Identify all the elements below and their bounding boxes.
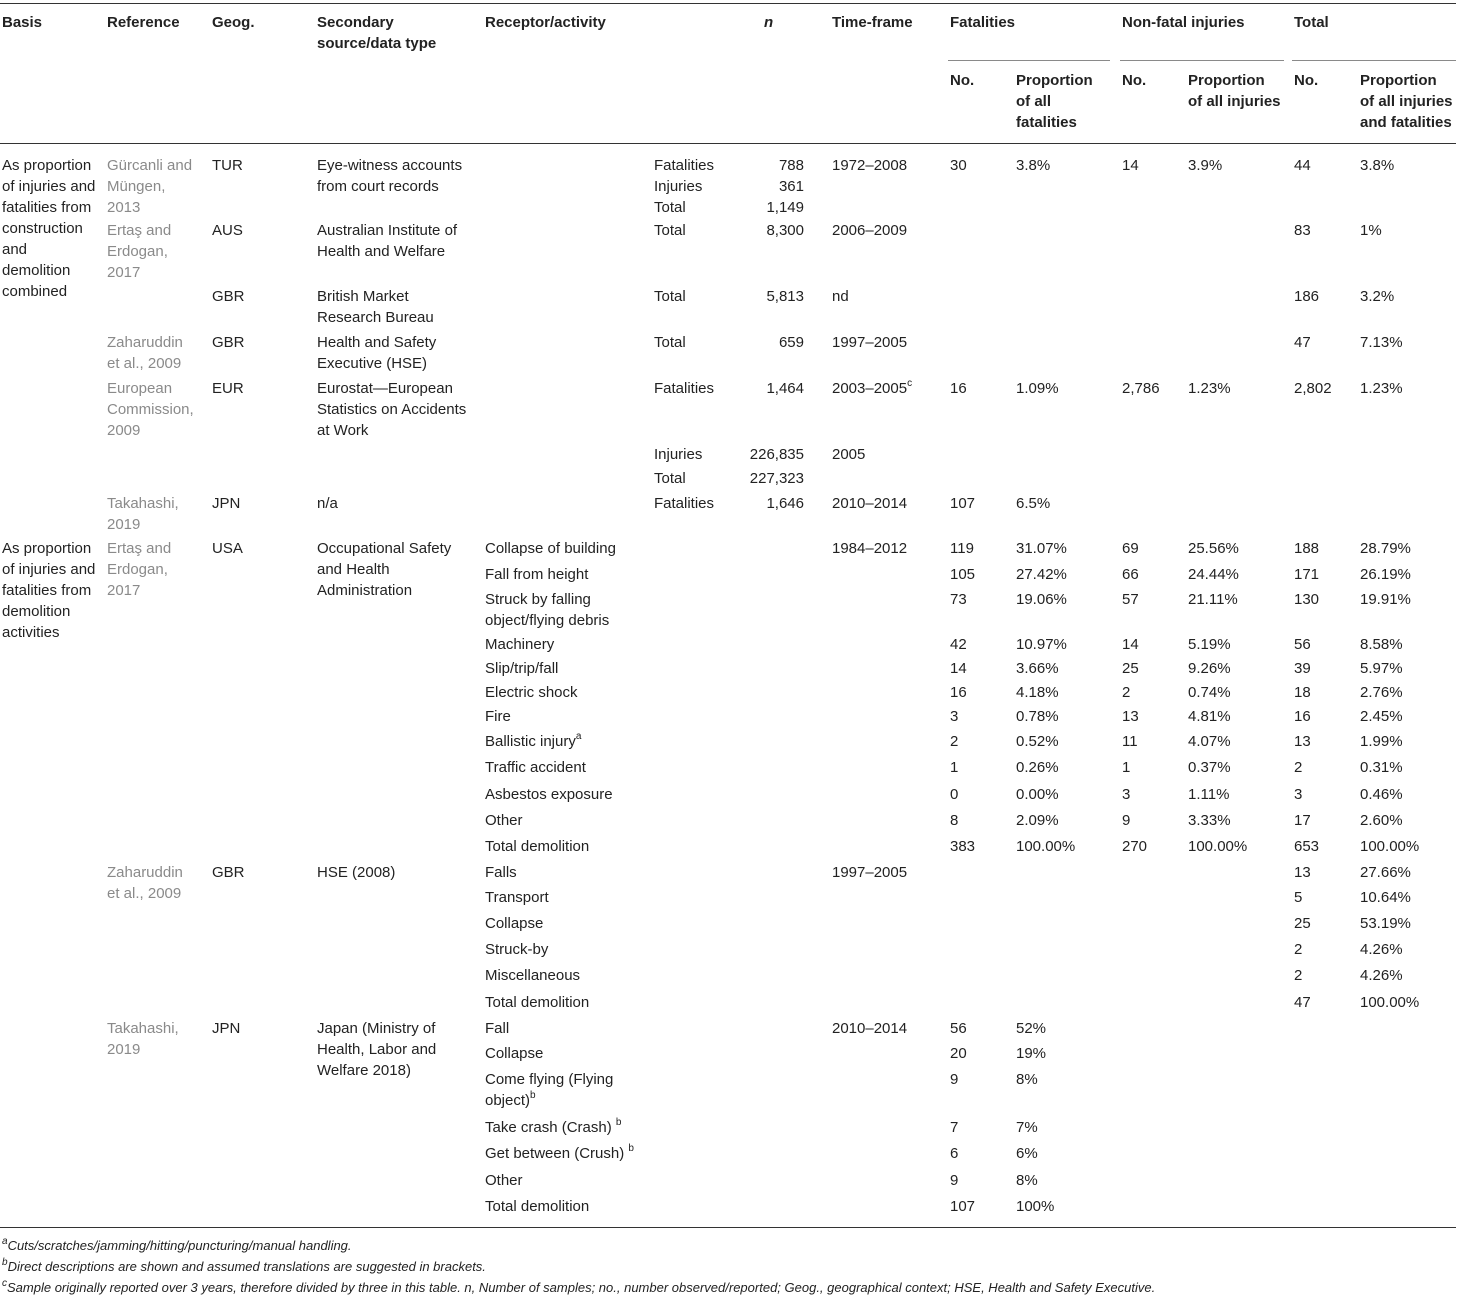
activity-cell: Falls <box>485 864 517 881</box>
reference-cell: Erdogan, <box>107 243 168 260</box>
time-frame-cell: 2010–2014 <box>832 495 908 512</box>
geog-cell: EUR <box>212 380 244 397</box>
fatalities-no-cell: 16 <box>950 380 967 397</box>
total-proportion-cell: 3.2% <box>1360 288 1395 305</box>
total-no-cell: 3 <box>1294 786 1303 803</box>
geog-cell: JPN <box>212 1020 241 1037</box>
header-injuries-proportion: Proportion <box>1188 72 1265 89</box>
section-construction-label: fatalities from <box>2 199 92 216</box>
activity-cell: Traffic accident <box>485 759 586 776</box>
n-value-cell: 788 <box>778 157 804 174</box>
activity-cell: Asbestos exposure <box>485 786 613 803</box>
reference-cell: Commission, <box>107 401 194 418</box>
activity-cell: Total demolition <box>485 1198 590 1215</box>
n-category-cell: Fatalities <box>654 380 715 397</box>
source-cell: Statistics on Accidents <box>317 401 467 418</box>
fatalities-no-cell: 30 <box>950 157 967 174</box>
injuries-no-cell: 3 <box>1122 786 1131 803</box>
reference-cell: 2019 <box>107 516 141 533</box>
section-demolition-label: As proportion <box>2 540 92 557</box>
injuries-no-cell: 2,786 <box>1122 380 1160 397</box>
activity-cell: Slip/trip/fall <box>485 660 559 677</box>
activity-cell: Get between (Crush) $^b$ <box>485 1143 634 1162</box>
fatalities-no-cell: 105 <box>950 566 976 583</box>
source-cell: at Work <box>317 422 369 439</box>
geog-cell: JPN <box>212 495 241 512</box>
injuries-proportion-cell: 3.33% <box>1188 812 1231 829</box>
footnote-c: $^c$Sample originally reported over 3 years, therefore divided by three in this table. n, Number of samples; no., number observed/reported; Geog., geographical context; HSE, Health and Safety Executive. <box>2 1277 1156 1295</box>
reference-cell: European <box>107 380 173 397</box>
fatalities-no-cell: 9 <box>950 1071 959 1088</box>
footnote-b: $^b$Direct descriptions are shown and assumed translations are suggested in brackets. <box>2 1256 486 1274</box>
injuries-proportion-cell: 24.44% <box>1188 566 1239 583</box>
header-reference: Reference <box>107 14 180 31</box>
total-no-cell: 5 <box>1294 889 1303 906</box>
time-frame-cell: nd <box>832 288 849 305</box>
time-frame-cell: 1997–2005 <box>832 334 908 351</box>
injuries-no-cell: 9 <box>1122 812 1131 829</box>
fatalities-no-cell: 119 <box>950 540 974 557</box>
injuries-proportion-cell: 0.37% <box>1188 759 1231 776</box>
total-proportion-cell: 8.58% <box>1360 636 1403 653</box>
fatalities-no-cell: 1 <box>950 759 959 776</box>
header-fatalities-proportion: of all <box>1016 93 1052 110</box>
injuries-no-cell: 13 <box>1122 708 1139 725</box>
fatalities-proportion-cell: 100.00% <box>1016 838 1076 855</box>
source-cell: Research Bureau <box>317 309 434 326</box>
reference-cell: 2017 <box>107 264 141 281</box>
reference-cell: Takahashi, <box>107 495 179 512</box>
total-proportion-cell: 4.26% <box>1360 967 1403 984</box>
fatalities-no-cell: 20 <box>950 1045 967 1062</box>
total-proportion-cell: 3.8% <box>1360 157 1395 174</box>
total-no-cell: 16 <box>1294 708 1311 725</box>
injuries-proportion-cell: 21.11% <box>1188 591 1238 608</box>
n-category-cell: Fatalities <box>654 495 715 512</box>
time-frame-cell: 1997–2005 <box>832 864 908 881</box>
total-proportion-cell: 1.23% <box>1360 380 1403 397</box>
total-no-cell: 18 <box>1294 684 1311 701</box>
geog-cell: GBR <box>212 864 245 881</box>
n-value-cell: 659 <box>778 334 804 351</box>
reference-cell: Müngen, <box>107 178 166 195</box>
fatalities-no-cell: 2 <box>950 733 959 750</box>
n-value-cell: 226,835 <box>749 446 804 463</box>
fatalities-proportion-cell: 0.26% <box>1016 759 1059 776</box>
activity-cell: Fire <box>485 708 511 725</box>
total-proportion-cell: 2.60% <box>1360 812 1403 829</box>
activity-cell: Fall <box>485 1020 510 1037</box>
header-total-proportion: and fatalities <box>1360 114 1452 131</box>
fatalities-proportion-cell: 6% <box>1016 1145 1038 1162</box>
n-category-cell: Total <box>654 334 686 351</box>
activity-cell: Miscellaneous <box>485 967 581 984</box>
total-proportion-cell: 7.13% <box>1360 334 1403 351</box>
header-injuries-proportion: of all injuries <box>1188 93 1281 110</box>
fatalities-no-cell: 42 <box>950 636 967 653</box>
header-total-no: No. <box>1294 72 1319 89</box>
injuries-proportion-cell: 9.26% <box>1188 660 1231 677</box>
reference-cell: Gürcanli and <box>107 157 193 174</box>
fatalities-no-cell: 73 <box>950 591 967 608</box>
injuries-no-cell: 57 <box>1122 591 1139 608</box>
activity-cell: Fall from height <box>485 566 589 583</box>
fatalities-proportion-cell: 10.97% <box>1016 636 1067 653</box>
section-construction-label: As proportion <box>2 157 92 174</box>
source-cell: from court records <box>317 178 439 195</box>
source-cell: and Health <box>317 561 390 578</box>
header-fatalities-proportion: fatalities <box>1016 114 1077 131</box>
total-no-cell: 47 <box>1294 334 1311 351</box>
total-no-cell: 83 <box>1294 222 1311 239</box>
total-proportion-cell: 2.45% <box>1360 708 1403 725</box>
reference-cell: Zaharuddin <box>107 864 183 881</box>
activity-cell: Ballistic injury$^a$ <box>485 731 582 750</box>
n-value-cell: 361 <box>778 178 804 195</box>
activity-cell: Machinery <box>485 636 555 653</box>
activity-cell: Other <box>485 812 523 829</box>
total-proportion-cell: 100.00% <box>1360 994 1420 1011</box>
n-category-cell: Fatalities <box>654 157 715 174</box>
source-cell: n/a <box>317 495 338 512</box>
source-cell: Health, Labor and <box>317 1041 437 1058</box>
total-no-cell: 2 <box>1294 967 1303 984</box>
fatalities-proportion-cell: 100% <box>1016 1198 1055 1215</box>
total-proportion-cell: 53.19% <box>1360 915 1411 932</box>
source-cell: Health and Welfare <box>317 243 446 260</box>
total-proportion-cell: 5.97% <box>1360 660 1403 677</box>
fatalities-proportion-cell: 7% <box>1016 1119 1038 1136</box>
activity-cell: object)$^b$ <box>485 1090 536 1109</box>
activity-cell: Take crash (Crash) $^b$ <box>485 1117 622 1136</box>
activity-cell: Collapse of building <box>485 540 616 557</box>
header-rule <box>0 143 1456 144</box>
activity-cell: Struck-by <box>485 941 549 958</box>
n-value-cell: 1,646 <box>766 495 804 512</box>
section-construction-label: demolition <box>2 262 71 279</box>
total-proportion-cell: 100.00% <box>1360 838 1420 855</box>
header-time-frame: Time-frame <box>832 14 913 31</box>
activity-cell: Collapse <box>485 915 544 932</box>
section-construction-label: and <box>2 241 28 258</box>
fatalities-no-cell: 383 <box>950 838 976 855</box>
n-value-cell: 227,323 <box>749 470 804 487</box>
injuries-proportion-cell: 4.81% <box>1188 708 1231 725</box>
reference-cell: Ertaş and <box>107 222 172 239</box>
fatalities-no-cell: 14 <box>950 660 967 677</box>
injuries-no-cell: 11 <box>1122 733 1138 750</box>
fatalities-proportion-cell: 8% <box>1016 1172 1038 1189</box>
footnote-a: $^a$Cuts/scratches/jamming/hitting/puncturing/manual handling. <box>2 1235 352 1253</box>
activity-cell: Other <box>485 1172 523 1189</box>
total-no-cell: 2 <box>1294 759 1303 776</box>
n-category-cell: Injuries <box>654 446 703 463</box>
fatalities-proportion-cell: 0.00% <box>1016 786 1059 803</box>
total-proportion-cell: 1% <box>1360 222 1382 239</box>
fatalities-no-cell: 7 <box>950 1119 959 1136</box>
total-no-cell: 13 <box>1294 733 1311 750</box>
geog-cell: USA <box>212 540 243 557</box>
fatalities-no-cell: 8 <box>950 812 959 829</box>
fatalities-proportion-cell: 3.8% <box>1016 157 1051 174</box>
fatalities-rule <box>948 60 1110 61</box>
fatalities-proportion-cell: 0.52% <box>1016 733 1059 750</box>
total-no-cell: 2,802 <box>1294 380 1332 397</box>
nonfatal-rule <box>1120 60 1284 61</box>
fatalities-no-cell: 107 <box>950 495 976 512</box>
reference-cell: et al., 2009 <box>107 355 182 372</box>
time-frame-cell: 2003–2005$^c$ <box>832 378 913 397</box>
header-receptor-activity: Receptor/activity <box>485 14 606 31</box>
n-category-cell: Total <box>654 470 686 487</box>
fatalities-proportion-cell: 52% <box>1016 1020 1047 1037</box>
activity-cell: Electric shock <box>485 684 578 701</box>
activity-cell: Total demolition <box>485 838 590 855</box>
fatalities-proportion-cell: 0.78% <box>1016 708 1059 725</box>
fatalities-proportion-cell: 3.66% <box>1016 660 1059 677</box>
header-non-fatal-injuries: Non-fatal injuries <box>1122 14 1245 31</box>
header-fatalities-proportion: Proportion <box>1016 72 1093 89</box>
total-no-cell: 186 <box>1294 288 1320 305</box>
injuries-proportion-cell: 25.56% <box>1188 540 1239 557</box>
source-cell: British Market <box>317 288 409 305</box>
source-cell: Eurostat—European <box>317 380 453 397</box>
total-no-cell: 25 <box>1294 915 1311 932</box>
total-no-cell: 13 <box>1294 864 1311 881</box>
source-cell: Health and Safety <box>317 334 437 351</box>
fatalities-no-cell: 3 <box>950 708 959 725</box>
time-frame-cell: 2010–2014 <box>832 1020 908 1037</box>
activity-cell: Transport <box>485 889 549 906</box>
fatalities-no-cell: 6 <box>950 1145 959 1162</box>
source-cell: Australian Institute of <box>317 222 458 239</box>
total-no-cell: 130 <box>1294 591 1320 608</box>
total-no-cell: 188 <box>1294 540 1320 557</box>
geog-cell: TUR <box>212 157 243 174</box>
fatalities-no-cell: 9 <box>950 1172 959 1189</box>
injuries-proportion-cell: 1.11% <box>1188 786 1230 803</box>
header-secondary-source: Secondary <box>317 14 394 31</box>
total-no-cell: 171 <box>1294 566 1320 583</box>
n-category-cell: Injuries <box>654 178 703 195</box>
geog-cell: GBR <box>212 334 245 351</box>
section-construction-label: construction <box>2 220 83 237</box>
fatalities-no-cell: 56 <box>950 1020 967 1037</box>
total-no-cell: 47 <box>1294 994 1311 1011</box>
injuries-proportion-cell: 100.00% <box>1188 838 1248 855</box>
fatalities-proportion-cell: 27.42% <box>1016 566 1067 583</box>
total-proportion-cell: 26.19% <box>1360 566 1411 583</box>
injuries-no-cell: 2 <box>1122 684 1131 701</box>
total-proportion-cell: 0.46% <box>1360 786 1403 803</box>
total-proportion-cell: 1.99% <box>1360 733 1403 750</box>
fatalities-proportion-cell: 1.09% <box>1016 380 1059 397</box>
reference-cell: 2009 <box>107 422 141 439</box>
total-proportion-cell: 27.66% <box>1360 864 1411 881</box>
injuries-proportion-cell: 0.74% <box>1188 684 1231 701</box>
fatalities-proportion-cell: 2.09% <box>1016 812 1059 829</box>
total-proportion-cell: 2.76% <box>1360 684 1403 701</box>
fatalities-proportion-cell: 8% <box>1016 1071 1038 1088</box>
total-proportion-cell: 4.26% <box>1360 941 1403 958</box>
total-no-cell: 653 <box>1294 838 1320 855</box>
section-demolition-label: activities <box>2 624 60 641</box>
header-n: n <box>764 14 774 31</box>
top-rule <box>0 3 1456 4</box>
section-demolition-label: demolition <box>2 603 71 620</box>
injuries-no-cell: 1 <box>1122 759 1131 776</box>
n-value-cell: 8,300 <box>766 222 804 239</box>
source-cell: Japan (Ministry of <box>317 1020 436 1037</box>
total-no-cell: 39 <box>1294 660 1311 677</box>
fatalities-proportion-cell: 31.07% <box>1016 540 1067 557</box>
n-category-cell: Total <box>654 199 686 216</box>
source-cell: Executive (HSE) <box>317 355 428 372</box>
source-cell: Administration <box>317 582 413 599</box>
total-proportion-cell: 28.79% <box>1360 540 1411 557</box>
fatalities-proportion-cell: 19% <box>1016 1045 1047 1062</box>
header-total-proportion: Proportion <box>1360 72 1437 89</box>
activity-cell: Struck by falling <box>485 591 591 608</box>
fatalities-no-cell: 0 <box>950 786 959 803</box>
total-proportion-cell: 10.64% <box>1360 889 1411 906</box>
total-no-cell: 2 <box>1294 941 1303 958</box>
n-value-cell: 1,464 <box>766 380 804 397</box>
reference-cell: Erdogan, <box>107 561 168 578</box>
time-frame-cell: 2005 <box>832 446 866 463</box>
reference-cell: Ertaş and <box>107 540 172 557</box>
fatalities-proportion-cell: 19.06% <box>1016 591 1067 608</box>
injuries-no-cell: 66 <box>1122 566 1139 583</box>
time-frame-cell: 1984–2012 <box>832 540 908 557</box>
reference-cell: Zaharuddin <box>107 334 183 351</box>
injuries-proportion-cell: 1.23% <box>1188 380 1231 397</box>
total-no-cell: 17 <box>1294 812 1311 829</box>
source-cell: HSE (2008) <box>317 864 396 881</box>
section-demolition-label: fatalities from <box>2 582 92 599</box>
bottom-rule <box>0 1227 1456 1228</box>
activity-cell: Come flying (Flying <box>485 1071 614 1088</box>
reference-cell: et al., 2009 <box>107 885 182 902</box>
section-construction-label: of injuries and <box>2 178 96 195</box>
total-no-cell: 56 <box>1294 636 1311 653</box>
geog-cell: GBR <box>212 288 245 305</box>
injuries-no-cell: 25 <box>1122 660 1139 677</box>
header-total-proportion: of all injuries <box>1360 93 1453 110</box>
section-demolition-label: of injuries and <box>2 561 96 578</box>
header-secondary-source: source/data type <box>317 35 437 52</box>
total-proportion-cell: 0.31% <box>1360 759 1403 776</box>
time-frame-cell: 1972–2008 <box>832 157 908 174</box>
n-value-cell: 1,149 <box>766 199 804 216</box>
total-no-cell: 44 <box>1294 157 1311 174</box>
injuries-no-cell: 69 <box>1122 540 1139 557</box>
injuries-proportion-cell: 5.19% <box>1188 636 1231 653</box>
activity-cell: Total demolition <box>485 994 590 1011</box>
reference-cell: 2017 <box>107 582 141 599</box>
activity-cell: object/flying debris <box>485 612 610 629</box>
time-frame-cell: 2006–2009 <box>832 222 908 239</box>
n-value-cell: 5,813 <box>766 288 804 305</box>
fatalities-proportion-cell: 4.18% <box>1016 684 1059 701</box>
header-fatalities: Fatalities <box>950 14 1016 31</box>
header-geog: Geog. <box>212 14 255 31</box>
fatalities-no-cell: 107 <box>950 1198 976 1215</box>
section-construction-label: combined <box>2 283 68 300</box>
total-rule <box>1292 60 1456 61</box>
source-cell: Occupational Safety <box>317 540 452 557</box>
source-cell: Eye-witness accounts <box>317 157 463 174</box>
fatalities-no-cell: 16 <box>950 684 967 701</box>
header-basis: Basis <box>2 14 43 31</box>
injuries-proportion-cell: 3.9% <box>1188 157 1223 174</box>
injuries-no-cell: 270 <box>1122 838 1148 855</box>
injuries-no-cell: 14 <box>1122 157 1139 174</box>
injuries-no-cell: 14 <box>1122 636 1139 653</box>
reference-cell: Takahashi, <box>107 1020 179 1037</box>
n-category-cell: Total <box>654 222 686 239</box>
header-fatalities-no: No. <box>950 72 975 89</box>
header-total: Total <box>1294 14 1329 31</box>
n-category-cell: Total <box>654 288 686 305</box>
reference-cell: 2019 <box>107 1041 141 1058</box>
activity-cell: Collapse <box>485 1045 544 1062</box>
header-injuries-no: No. <box>1122 72 1147 89</box>
total-proportion-cell: 19.91% <box>1360 591 1411 608</box>
source-cell: Welfare 2018) <box>317 1062 411 1079</box>
injuries-proportion-cell: 4.07% <box>1188 733 1231 750</box>
fatalities-proportion-cell: 6.5% <box>1016 495 1051 512</box>
geog-cell: AUS <box>212 222 243 239</box>
reference-cell: 2013 <box>107 199 141 216</box>
